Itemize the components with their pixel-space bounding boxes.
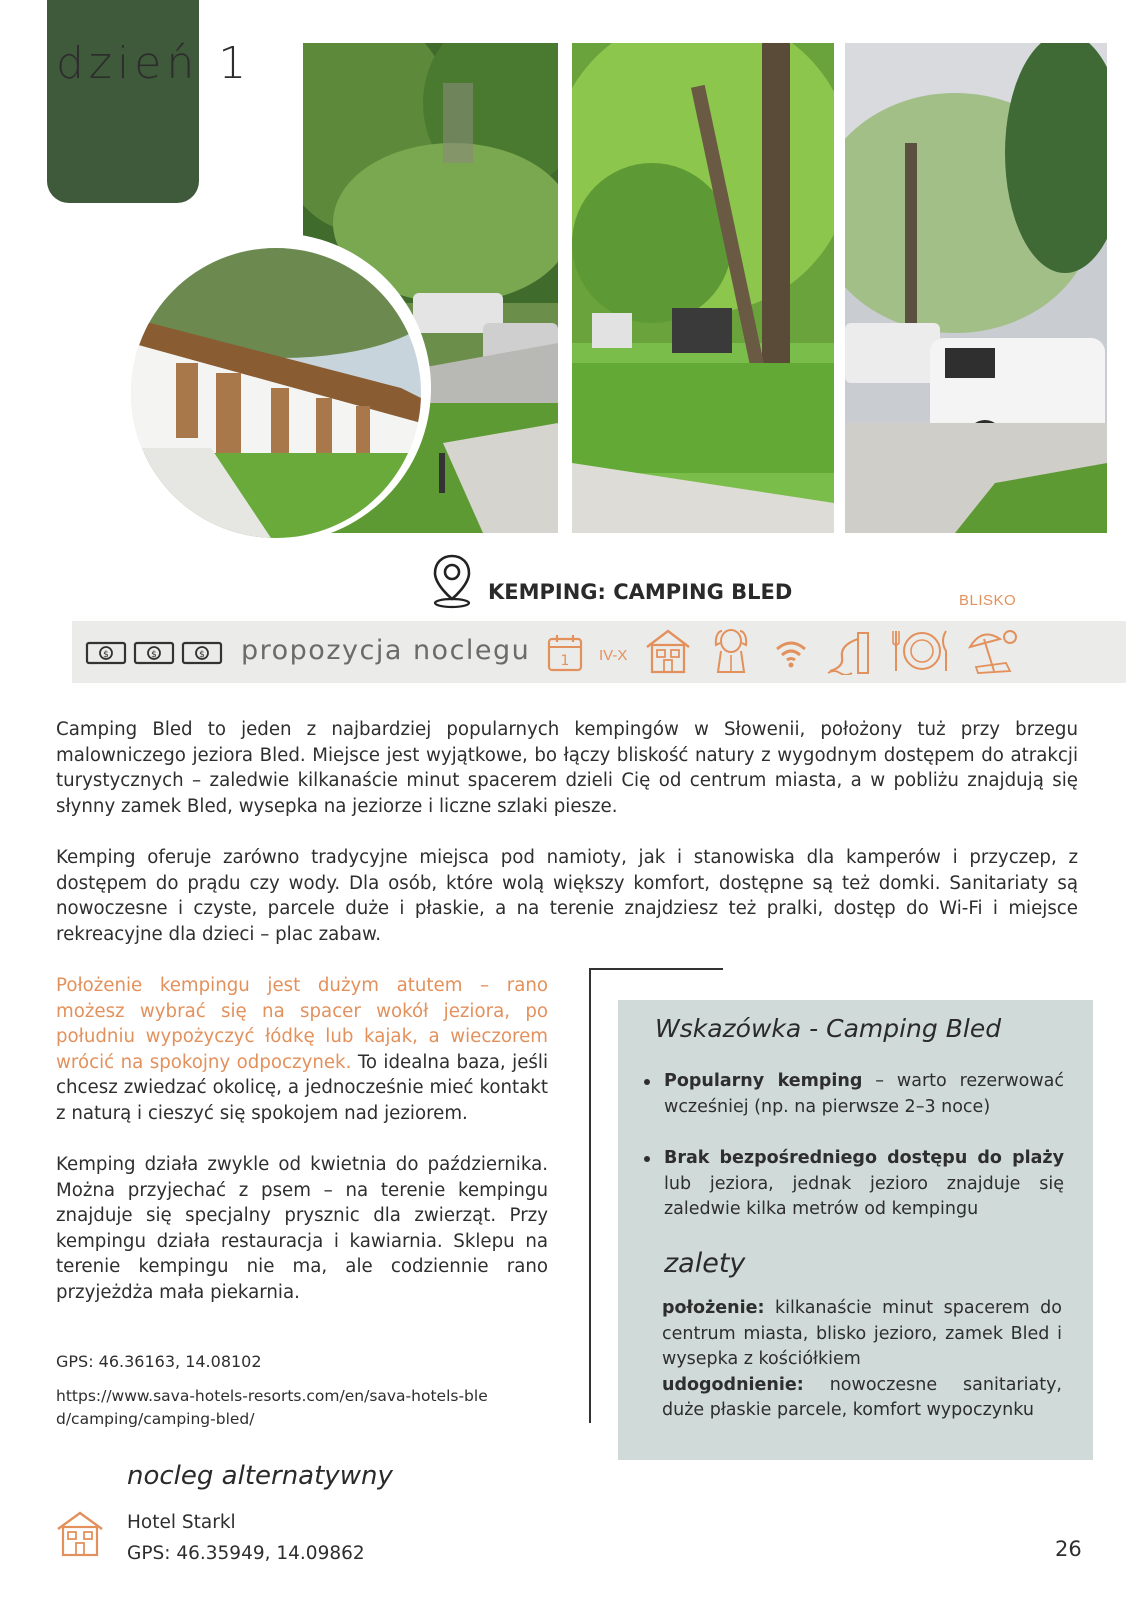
advantages-title: zalety — [664, 1248, 746, 1279]
tip-item — [664, 1146, 1064, 1223]
house-icon — [644, 627, 692, 675]
location-label: położenie: — [662, 1298, 765, 1318]
tip-item-text: lub jeziora, jednak jezioro znajduje się zaledwie kilka metrów od kempingu — [664, 1173, 1064, 1219]
money-icon — [181, 640, 223, 666]
svg-text:$: $ — [151, 650, 157, 660]
distance-badge: BLISKO — [959, 592, 1017, 609]
wifi-icon — [774, 638, 808, 668]
hotel-gps: GPS: 46.35949, 14.09862 — [127, 1543, 365, 1564]
svg-text:1: 1 — [560, 653, 570, 669]
money-icon — [85, 640, 127, 666]
tip-title: Wskazówka - Camping Bled — [655, 1014, 1002, 1043]
calendar-icon — [547, 633, 583, 673]
camping-url[interactable]: https://www.sava-hotels-resorts.com/en/sava-hotels-bled/camping/camping-bled/ — [56, 1387, 488, 1428]
tip-item-bold: Popularny kemping — [664, 1071, 863, 1091]
season-paragraph: Kemping działa zwykle od kwietnia do października. Można przyjechać z psem – na terenie kempingu znajduje się specjalny prysznic dla zwierząt. Przy kempingu działa restauracja i kawiarnia. Sklepu na terenie kempingu nie ma, ale codziennie rano przyjeżdża mała piekarnia. — [56, 1154, 548, 1303]
facilities-paragraph: Kemping oferuje zarówno tradycyjne miejsca pod namioty, jak i stanowiska dla kamperów i przyczep, z dostępem do prądu czy wody. Dla osób, które wolą większy komfort, dostępne są też domki. Sanitariaty są nowoczesne i czyste, parcele duże i płaskie, a na terenie znajdziesz też pralki, dostęp do Wi-Fi i miejsce rekreacyjne dla dzieci – plac zabaw. — [56, 847, 1078, 945]
photo-campervan — [845, 43, 1107, 533]
camping-gps: GPS: 46.36163, 14.08102 — [56, 1352, 262, 1371]
photo-camping-trees — [572, 43, 834, 533]
svg-text:$: $ — [103, 650, 109, 660]
location-pin-icon — [430, 553, 474, 609]
kemping-title: KEMPING: CAMPING BLED — [488, 580, 793, 604]
dog-icon — [710, 625, 752, 675]
convenience-label: udogodnienie: — [662, 1374, 804, 1395]
intro-paragraph: Camping Bled to jeden z najbardziej popularnych kempingów w Słowenii, położony tuż przy brzegu malowniczego jeziora Bled. Miejsce jest wyjątkowe, bo łączy bliskość natury z wygodnym dostępem do atrakcji turystycznych – zaledwie kilkanaście minut spacerem dzieli Cię od centrum miasta, a w pobliżu znajdują się słynny zamek Bled, wysepka na jeziorze i liczne szlaki piesze. — [56, 719, 1078, 817]
page-number: 26 — [1055, 1537, 1082, 1561]
season-label: IV-X — [599, 647, 628, 664]
location-rest: To idealna baza, jeśli chcesz zwiedzać okolicę, a jednocześnie mieć kontakt z naturą i cieszyć się spokojem nad jeziorem. — [56, 1051, 548, 1124]
svg-text:$: $ — [199, 650, 205, 660]
offer-label: propozycja noclegu — [241, 635, 531, 666]
hotel-name: Hotel Starkl — [127, 1512, 236, 1533]
hotel-icon — [55, 1509, 105, 1557]
bracket-line — [589, 968, 723, 970]
tip-item-text: – warto rezerwować wcześniej (np. na pierwsze 2–3 noce) — [664, 1071, 1065, 1117]
location-paragraph — [56, 973, 548, 1126]
pool-slide-icon — [826, 627, 872, 675]
alternative-title: nocleg alternatywny — [127, 1461, 393, 1491]
tip-item-bold: Brak bezpośredniego dostępu do plaży — [664, 1148, 1064, 1168]
location-text: kilkanaście minut spacerem do centrum miasta, blisko jezioro, zamek Bled i wysepka z kościółkiem — [662, 1298, 1062, 1369]
restaurant-icon — [892, 627, 952, 675]
day-tab — [47, 0, 199, 203]
beach-icon — [966, 625, 1020, 675]
convenience-text: nowoczesne sanitariaty, duże płaskie parcele, komfort wypoczynku — [662, 1374, 1062, 1420]
advantages-text — [662, 1296, 1062, 1424]
day-title: dzień 1 — [56, 38, 252, 89]
money-icon — [133, 640, 175, 666]
photo-sanitary-building — [131, 248, 421, 538]
bracket-line — [589, 968, 591, 1423]
tip-list — [664, 1069, 1064, 1249]
location-highlight: Położenie kempingu jest dużym atutem – rano możesz wybrać się na spacer wokół jeziora, po południu wypożyczyć łódkę lub kajak, a wieczorem wrócić na spokojny odpoczynek. — [56, 975, 548, 1073]
tip-item — [664, 1069, 1064, 1120]
